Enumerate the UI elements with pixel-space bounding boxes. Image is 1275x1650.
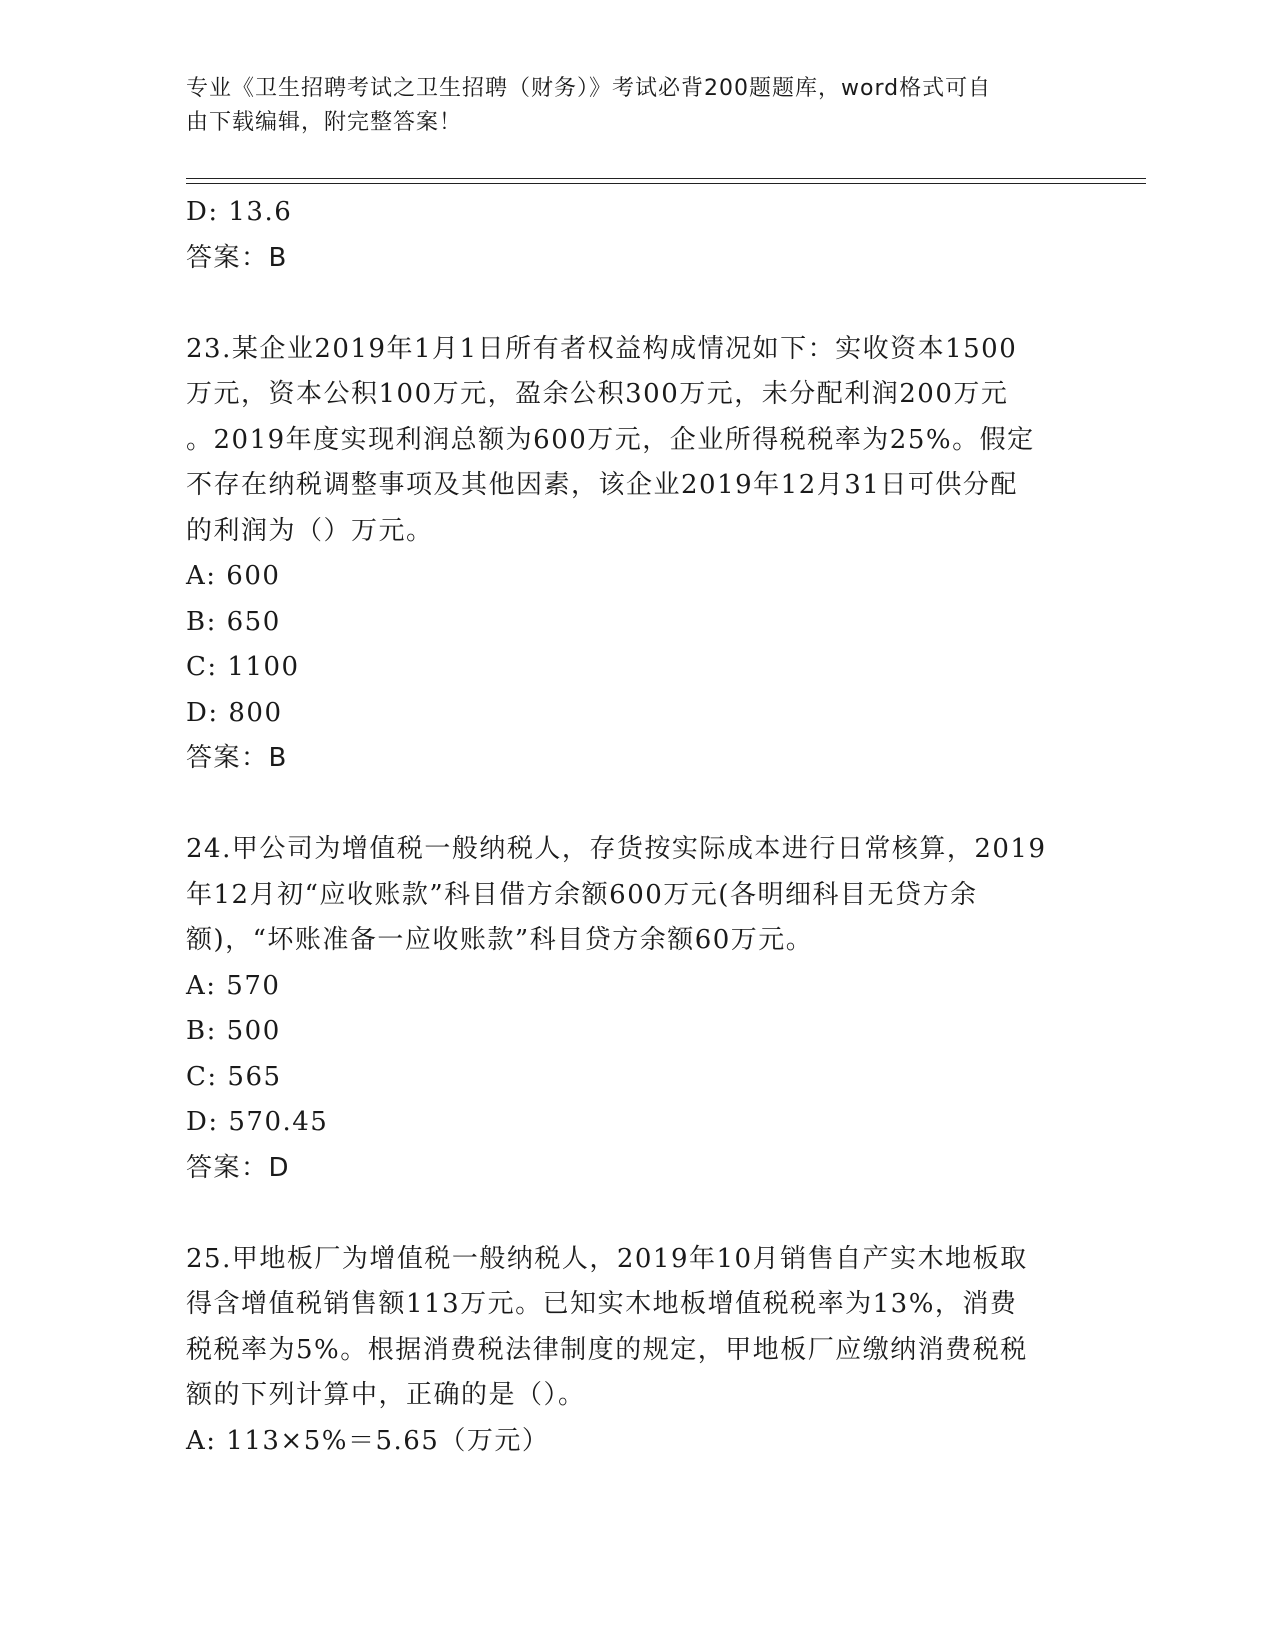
option-d: D: 13.6 — [186, 197, 293, 227]
question-text-line: 23.某企业2019年1月1日所有者权益构成情况如下：实收资本1500 — [186, 333, 1018, 364]
option-c: C: 565 — [186, 1061, 282, 1092]
option-a: A: 600 — [186, 561, 281, 591]
header-rule-bottom — [186, 183, 1146, 184]
option-c: C: 1100 — [186, 652, 300, 682]
answer-line: 答案：B — [186, 743, 288, 773]
question-text-line: 额)，“坏账准备一应收账款”科目贷方余额60万元。 — [186, 925, 814, 955]
document-header — [186, 72, 1066, 140]
answer-line: 答案：B — [186, 242, 288, 273]
question-text-line: 不存在纳税调整事项及其他因素，该企业2019年12月31日可供分配 — [186, 470, 1018, 500]
question-text-line: 25.甲地板厂为增值税一般纳税人，2019年10月销售自产实木地板取 — [186, 1243, 1028, 1274]
option-b: B: 500 — [186, 1016, 281, 1046]
question-24 — [186, 827, 1086, 1191]
question-text-line: 万元，资本公积100万元，盈余公积300万元，未分配利润200万元 — [186, 379, 1009, 409]
option-d: D: 800 — [186, 697, 283, 728]
document-body — [186, 190, 1086, 1464]
question-text-line: 。2019年度实现利润总额为600万元，企业所得税税率为25%。假定 — [186, 424, 1035, 455]
question-25 — [186, 1237, 1086, 1465]
option-a: A: 113×5%＝5.65（万元） — [186, 1425, 550, 1456]
question-23 — [186, 327, 1086, 782]
option-d: D: 570.45 — [186, 1107, 329, 1137]
option-a: A: 570 — [186, 970, 281, 1001]
question-text-line: 的利润为（）万元。 — [186, 515, 434, 546]
answer-line: 答案：D — [186, 1152, 291, 1183]
option-b: B: 650 — [186, 606, 281, 637]
question-text-line: 年12月初“应收账款”科目借方余额600万元(各明细科目无贷方余 — [186, 879, 978, 910]
previous-question-tail — [186, 190, 1086, 281]
question-text-line: 额的下列计算中，正确的是（）。 — [186, 1380, 586, 1410]
header-line-1: 专业《卫生招聘考试之卫生招聘（财务）》考试必背200题题库，word格式可自 — [186, 76, 992, 101]
question-text-line: 税税率为5%。根据消费税法律制度的规定，甲地板厂应缴纳消费税税 — [186, 1334, 1028, 1365]
question-text-line: 24.甲公司为增值税一般纳税人，存货按实际成本进行日常核算，2019 — [186, 834, 1047, 864]
header-line-2: 由下载编辑，附完整答案！ — [186, 110, 463, 135]
header-rule-top — [186, 178, 1146, 179]
question-text-line: 得含增值税销售额113万元。已知实木地板增值税税率为13%，消费 — [186, 1289, 1018, 1319]
